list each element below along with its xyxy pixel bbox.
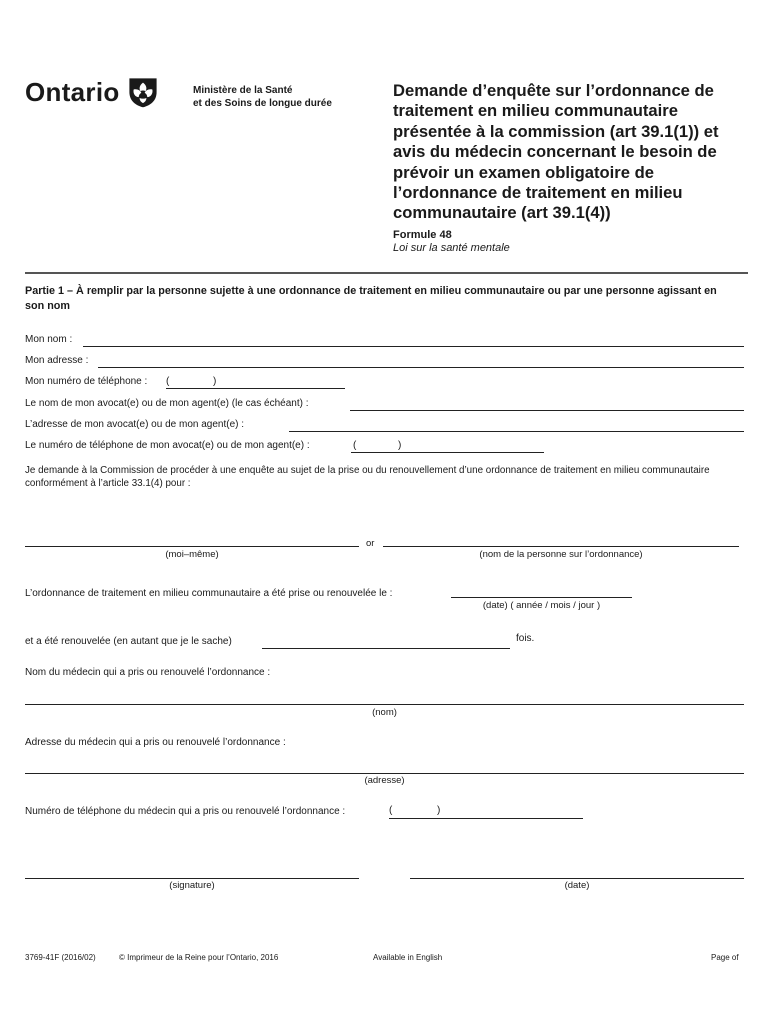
date-caption: (date) ( année / mois / jour ) bbox=[482, 600, 601, 611]
doctor-address-field[interactable] bbox=[25, 773, 744, 774]
person-caption: (nom de la personne sur l’ordonnance) bbox=[479, 549, 643, 560]
person-name-field[interactable] bbox=[383, 546, 739, 547]
signature-date-field[interactable] bbox=[410, 878, 744, 879]
lawyer-name-label: Le nom de mon avocat(e) ou de mon agent(e) (le cas échéant) : bbox=[25, 398, 309, 409]
name-caption: (nom) bbox=[372, 707, 397, 718]
self-field[interactable] bbox=[25, 546, 359, 547]
logo-text: Ontario bbox=[25, 76, 120, 107]
renewed-count-field[interactable] bbox=[262, 648, 510, 649]
language-note: Available in English bbox=[373, 953, 443, 962]
address-caption: (adresse) bbox=[364, 775, 405, 786]
phone-area-open: ( bbox=[166, 376, 170, 387]
address-field[interactable] bbox=[98, 367, 744, 368]
doctor-phone-field[interactable] bbox=[389, 818, 583, 819]
section-divider bbox=[25, 272, 748, 274]
form-title: Demande d’enquête sur l’ordonnance de traitement en milieu communautaire présentée à la commission (art 39.1(1)) et avis du médecin concernant le besoin de prévoir un examen obligatoire de l’ordonnance de traitement en milieu communautaire (art 39.1(4)) bbox=[393, 81, 719, 223]
lawyer-name-field[interactable] bbox=[350, 410, 744, 411]
phone-area-close: ) bbox=[213, 376, 217, 387]
part1-heading: Partie 1 – À remplir par la personne sujette à une ordonnance de traitement en milieu communautaire ou par une personne agissant en son nom bbox=[25, 285, 717, 312]
lawyer-phone-area-open: ( bbox=[353, 440, 357, 451]
lawyer-phone-label: Le numéro de téléphone de mon avocat(e) ou de mon agent(e) : bbox=[25, 440, 310, 451]
address-label: Mon adresse : bbox=[25, 355, 89, 366]
signature-field[interactable] bbox=[25, 878, 359, 879]
doctor-name-label: Nom du médecin qui a pris ou renouvelé l’ordonnance : bbox=[25, 667, 271, 678]
phone-label: Mon numéro de téléphone : bbox=[25, 376, 148, 387]
lawyer-address-label: L’adresse de mon avocat(e) ou de mon agent(e) : bbox=[25, 419, 245, 430]
ministry-line-1: Ministère de la Santé bbox=[193, 85, 293, 96]
form-code: 3769-41F (2016/02) bbox=[25, 953, 96, 962]
lawyer-phone-field[interactable] bbox=[351, 452, 544, 453]
doctor-phone-area-open: ( bbox=[389, 805, 393, 816]
doctor-phone-label: Numéro de téléphone du médecin qui a pris ou renouvelé l’ordonnance : bbox=[25, 806, 346, 817]
times-text: fois. bbox=[516, 633, 535, 644]
doctor-name-field[interactable] bbox=[25, 704, 744, 705]
phone-field[interactable] bbox=[166, 388, 345, 389]
sig-date-caption: (date) bbox=[564, 880, 590, 891]
copyright: © Imprimeur de la Reine pour l’Ontario, 2016 bbox=[119, 953, 279, 962]
or-text: or bbox=[366, 538, 375, 549]
signature-caption: (signature) bbox=[169, 880, 215, 891]
order-date-field[interactable] bbox=[451, 597, 632, 598]
trillium-icon bbox=[126, 75, 160, 109]
name-label: Mon nom : bbox=[25, 334, 73, 345]
ministry-name bbox=[193, 84, 332, 110]
form-law: Loi sur la santé mentale bbox=[393, 242, 510, 254]
self-caption: (moi–même) bbox=[165, 549, 219, 560]
lawyer-phone-area-close: ) bbox=[398, 440, 402, 451]
renewed-label: et a été renouvelée (en autant que je le sache) bbox=[25, 636, 232, 647]
request-statement: Je demande à la Commission de procéder à une enquête au sujet de la prise ou du renouvellement d’une ordonnance de traitement en milieu communautaire conformément à l’article 33.1(4) pour : bbox=[25, 465, 710, 489]
form-number: Formule 48 bbox=[393, 229, 452, 241]
order-date-label: L’ordonnance de traitement en milieu communautaire a été prise ou renouvelée le : bbox=[25, 588, 393, 599]
lawyer-address-field[interactable] bbox=[289, 431, 744, 432]
ontario-logo bbox=[25, 75, 160, 109]
doctor-address-label: Adresse du médecin qui a pris ou renouvelé l’ordonnance : bbox=[25, 737, 286, 748]
name-field[interactable] bbox=[83, 346, 744, 347]
ministry-line-2: et des Soins de longue durée bbox=[193, 98, 332, 109]
page-number: Page of bbox=[711, 953, 739, 962]
doctor-phone-area-close: ) bbox=[437, 805, 441, 816]
